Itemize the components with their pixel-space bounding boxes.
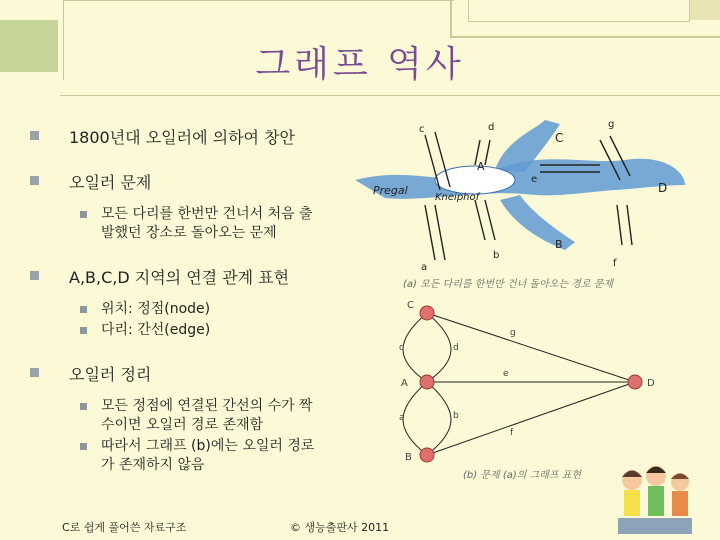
edge-label: f [510, 428, 514, 438]
bridge-label: e [531, 174, 538, 185]
bullet-text: 오일러 정리 [69, 365, 152, 384]
bullet-list [30, 125, 390, 497]
bridge-label: b [493, 250, 500, 261]
konigsberg-map-figure [355, 110, 720, 300]
edge-label: b [453, 411, 459, 421]
sub-bullet-item [80, 321, 390, 340]
graph-node [420, 306, 434, 320]
bullet-text: 오일러 문제 [69, 173, 152, 192]
edge-label: c [399, 343, 404, 353]
children-illustration [612, 462, 698, 536]
bridge-label: d [488, 122, 495, 133]
bullet-item [30, 362, 390, 385]
sub-bullet-text: 다리: 간선(edge) [101, 322, 211, 338]
sub-bullet-item [80, 205, 320, 243]
bullet-item [30, 170, 390, 193]
horizontal-rule [60, 95, 720, 96]
corner-box-inner [468, 0, 690, 22]
bridge-label: a [421, 262, 428, 273]
sub-bullet-text: 위치: 정점(node) [101, 301, 211, 317]
footer-copyright: © 생능출판사 2011 [290, 521, 390, 534]
bullet-text: 1800년대 오일러에 의하여 창안 [69, 128, 295, 147]
sub-bullet-text: 모든 다리를 한번만 건너서 처음 출발했던 장소로 돌아오는 문제 [101, 206, 313, 241]
figure-b-caption: (b) 문제 (a)의 그래프 표현 [463, 470, 582, 481]
bullet-square-icon [30, 131, 39, 140]
node-label: C [407, 300, 414, 311]
region-label: A [477, 160, 485, 173]
node-label: A [401, 378, 408, 389]
graph-nodes [420, 306, 642, 462]
river-label: Pregal [373, 184, 408, 197]
sub-bullet-square-icon [80, 443, 87, 450]
island-label: Kneiphof [435, 192, 480, 203]
node-label: D [647, 378, 655, 389]
graph-node [420, 448, 434, 462]
sub-bullet-square-icon [80, 211, 87, 218]
sub-bullet-item [80, 437, 320, 475]
bullet-square-icon [30, 176, 39, 185]
region-label: C [555, 131, 564, 145]
sub-bullet-item [80, 397, 320, 435]
sub-bullet-item [80, 300, 390, 319]
sub-bullet-text: 모든 정점에 연결된 간선의 수가 짝수이면 오일러 경로 존재함 [101, 398, 313, 433]
bridge-label: c [419, 124, 425, 135]
bullet-item [30, 265, 390, 288]
sub-bullet-text: 따라서 그래프 (b)에는 오일러 경로가 존재하지 않음 [101, 438, 315, 473]
corner-line-top [64, 0, 454, 1]
sub-bullet-square-icon [80, 327, 87, 334]
sub-bullet-square-icon [80, 403, 87, 410]
bridge-label: f [613, 258, 617, 269]
bullet-item [30, 125, 390, 148]
region-label: D [658, 181, 668, 195]
slide-title: 그래프 역사 [255, 44, 465, 85]
node-label: B [405, 452, 412, 463]
footer-book-title: C로 쉽게 풀어쓴 자료구조 [62, 521, 187, 534]
edge-label: e [503, 369, 509, 379]
edge-label: a [399, 413, 405, 423]
edge-label: d [453, 343, 459, 353]
graph-node [628, 375, 642, 389]
bullet-square-icon [30, 368, 39, 377]
region-label: B [555, 238, 563, 251]
figure-a-caption: (a) 모든 다리를 한번만 건너 돌아오는 경로 문제 [403, 279, 614, 290]
graph-node [420, 375, 434, 389]
edge-label: g [510, 328, 516, 338]
bullet-square-icon [30, 271, 39, 280]
sub-bullet-square-icon [80, 306, 87, 313]
corner-rect-right [690, 0, 720, 20]
bullet-text: A,B,C,D 지역의 연결 관계 표현 [69, 268, 290, 287]
bridge-label: g [608, 119, 615, 130]
